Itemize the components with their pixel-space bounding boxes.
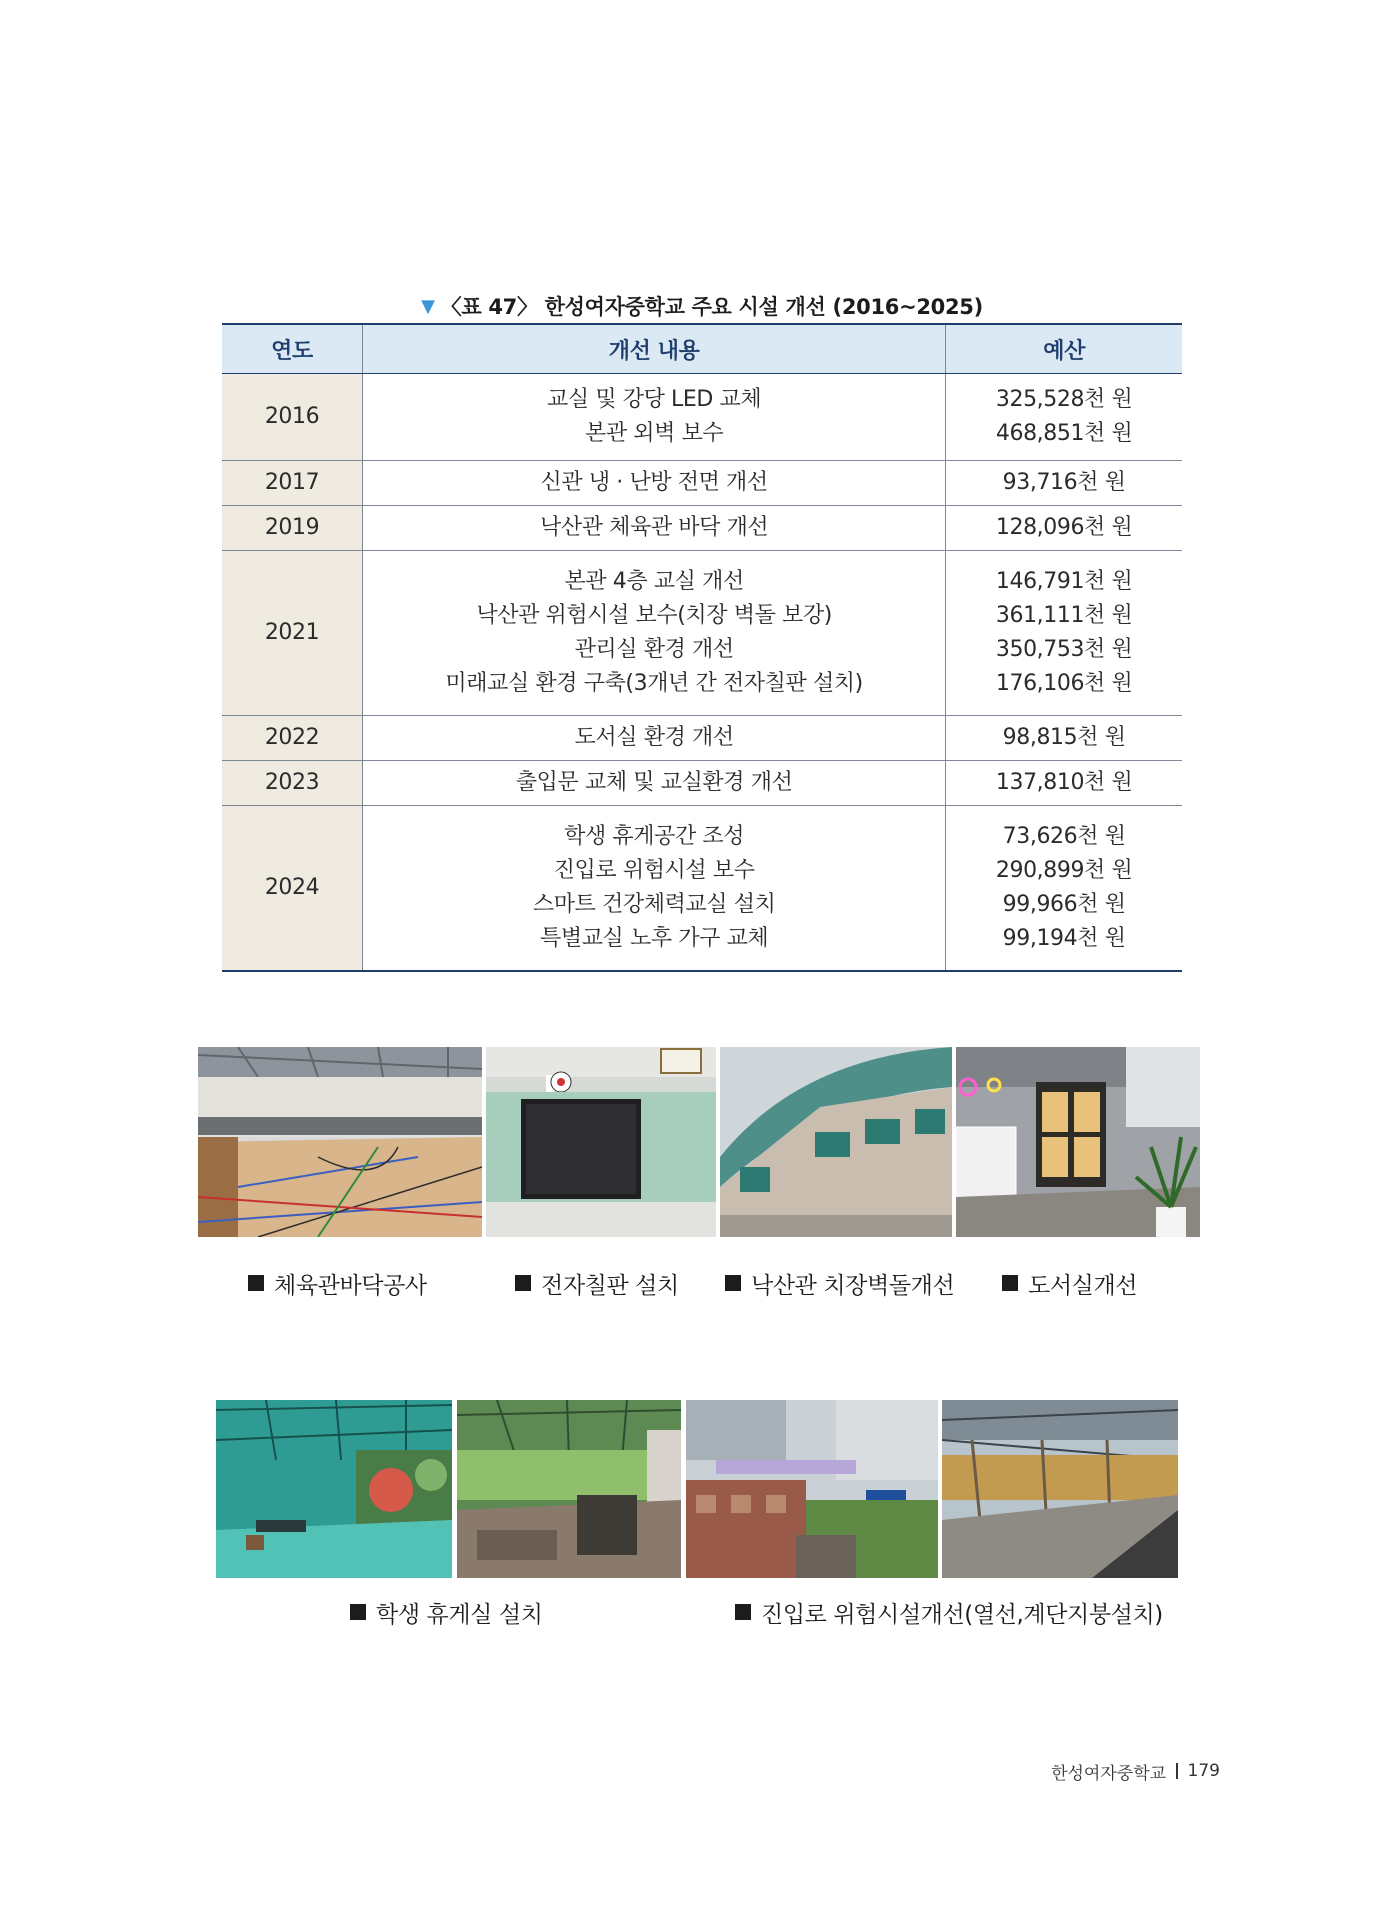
budget-cell: 137,810천 원	[946, 761, 1182, 806]
photo-label	[248, 1268, 427, 1298]
budget-line: 176,106천 원	[995, 671, 1133, 696]
budget-line: 350,753천 원	[995, 637, 1133, 662]
student-lounge-photo-1	[216, 1400, 452, 1578]
budget-cell	[946, 374, 1182, 461]
budget-cell	[946, 806, 1182, 972]
header-year: 연도	[222, 324, 363, 374]
black-square-icon	[725, 1275, 741, 1291]
year-cell: 2016	[222, 374, 363, 461]
content-line: 관리실 환경 개선	[574, 637, 734, 662]
budget-line: 99,194천 원	[1002, 926, 1126, 951]
budget-cell: 93,716천 원	[946, 461, 1182, 506]
black-square-icon	[515, 1275, 531, 1291]
photo-label-text: 전자칠판 설치	[541, 1272, 679, 1299]
year-cell: 2024	[222, 806, 363, 972]
budget-line: 146,791천 원	[995, 569, 1133, 594]
photo-label	[725, 1268, 954, 1298]
triangle-down-icon: ▼	[421, 295, 435, 317]
content-cell	[363, 806, 946, 972]
header-content: 개선 내용	[363, 324, 946, 374]
table-row	[222, 551, 1182, 716]
budget-line: 290,899천 원	[995, 858, 1133, 883]
content-line: 본관 외벽 보수	[584, 421, 724, 446]
budget-line: 73,626천 원	[1002, 824, 1126, 849]
photo-label-text: 도서실개선	[1028, 1272, 1138, 1299]
photo-label	[515, 1268, 679, 1298]
naksan-building-wall-photo	[720, 1047, 952, 1237]
content-cell	[363, 374, 946, 461]
content-cell: 도서실 환경 개선	[363, 716, 946, 761]
content-cell: 신관 냉 · 난방 전면 개선	[363, 461, 946, 506]
black-square-icon	[248, 1275, 264, 1291]
year-cell: 2021	[222, 551, 363, 716]
table-caption-text: 〈표 47〉 한성여자중학교 주요 시설 개선 (2016~2025)	[440, 295, 983, 319]
footer-divider	[1176, 1763, 1178, 1779]
content-line: 본관 4층 교실 개선	[564, 569, 744, 594]
budget-cell	[946, 551, 1182, 716]
year-cell: 2019	[222, 506, 363, 551]
budget-line: 99,966천 원	[1002, 892, 1126, 917]
content-line: 미래교실 환경 구축(3개년 간 전자칠판 설치)	[445, 671, 863, 696]
table-caption	[222, 292, 1182, 320]
year-cell: 2023	[222, 761, 363, 806]
table-row	[222, 761, 1182, 806]
header-budget: 예산	[946, 324, 1182, 374]
footer-school-name: 한성여자중학교	[1051, 1763, 1167, 1784]
content-line: 교실 및 강당 LED 교체	[547, 387, 762, 412]
content-cell: 출입문 교체 및 교실환경 개선	[363, 761, 946, 806]
content-line: 진입로 위험시설 보수	[553, 858, 755, 883]
content-line: 낙산관 위험시설 보수(치장 벽돌 보강)	[476, 603, 832, 628]
smart-board-photo	[486, 1047, 716, 1237]
black-square-icon	[735, 1604, 751, 1620]
table-header-row	[222, 324, 1182, 374]
content-line: 스마트 건강체력교실 설치	[532, 892, 776, 917]
table-row	[222, 461, 1182, 506]
table-row	[222, 374, 1182, 461]
table-row	[222, 806, 1182, 972]
photo-label-text: 학생 휴게실 설치	[376, 1601, 543, 1628]
black-square-icon	[350, 1604, 366, 1620]
year-cell: 2022	[222, 716, 363, 761]
content-line: 학생 휴게공간 조성	[564, 824, 745, 849]
entrance-path-photo	[686, 1400, 938, 1578]
photo-label	[735, 1597, 1163, 1627]
content-cell: 낙산관 체육관 바닥 개선	[363, 506, 946, 551]
black-square-icon	[1002, 1275, 1018, 1291]
budget-cell: 128,096천 원	[946, 506, 1182, 551]
budget-line: 361,111천 원	[995, 603, 1133, 628]
table-row	[222, 506, 1182, 551]
facility-improvement-table	[222, 323, 1182, 972]
page-number: 179	[1187, 1761, 1220, 1781]
budget-line: 468,851천 원	[995, 421, 1133, 446]
photo-label-text: 진입로 위험시설개선(열선,계단지붕설치)	[761, 1601, 1163, 1628]
budget-line: 325,528천 원	[995, 387, 1133, 412]
year-cell: 2017	[222, 461, 363, 506]
budget-cell: 98,815천 원	[946, 716, 1182, 761]
photo-label	[350, 1597, 543, 1627]
entrance-canopy-photo	[942, 1400, 1178, 1578]
photo-label-text: 체육관바닥공사	[274, 1272, 427, 1299]
gym-floor-photo	[198, 1047, 482, 1237]
content-line: 특별교실 노후 가구 교체	[539, 926, 769, 951]
table-row	[222, 716, 1182, 761]
photo-label-text: 낙산관 치장벽돌개선	[751, 1272, 955, 1299]
photo-label	[1002, 1268, 1137, 1298]
library-photo	[956, 1047, 1200, 1237]
content-cell	[363, 551, 946, 716]
page-footer	[1040, 1758, 1220, 1784]
student-lounge-photo-2	[457, 1400, 681, 1578]
